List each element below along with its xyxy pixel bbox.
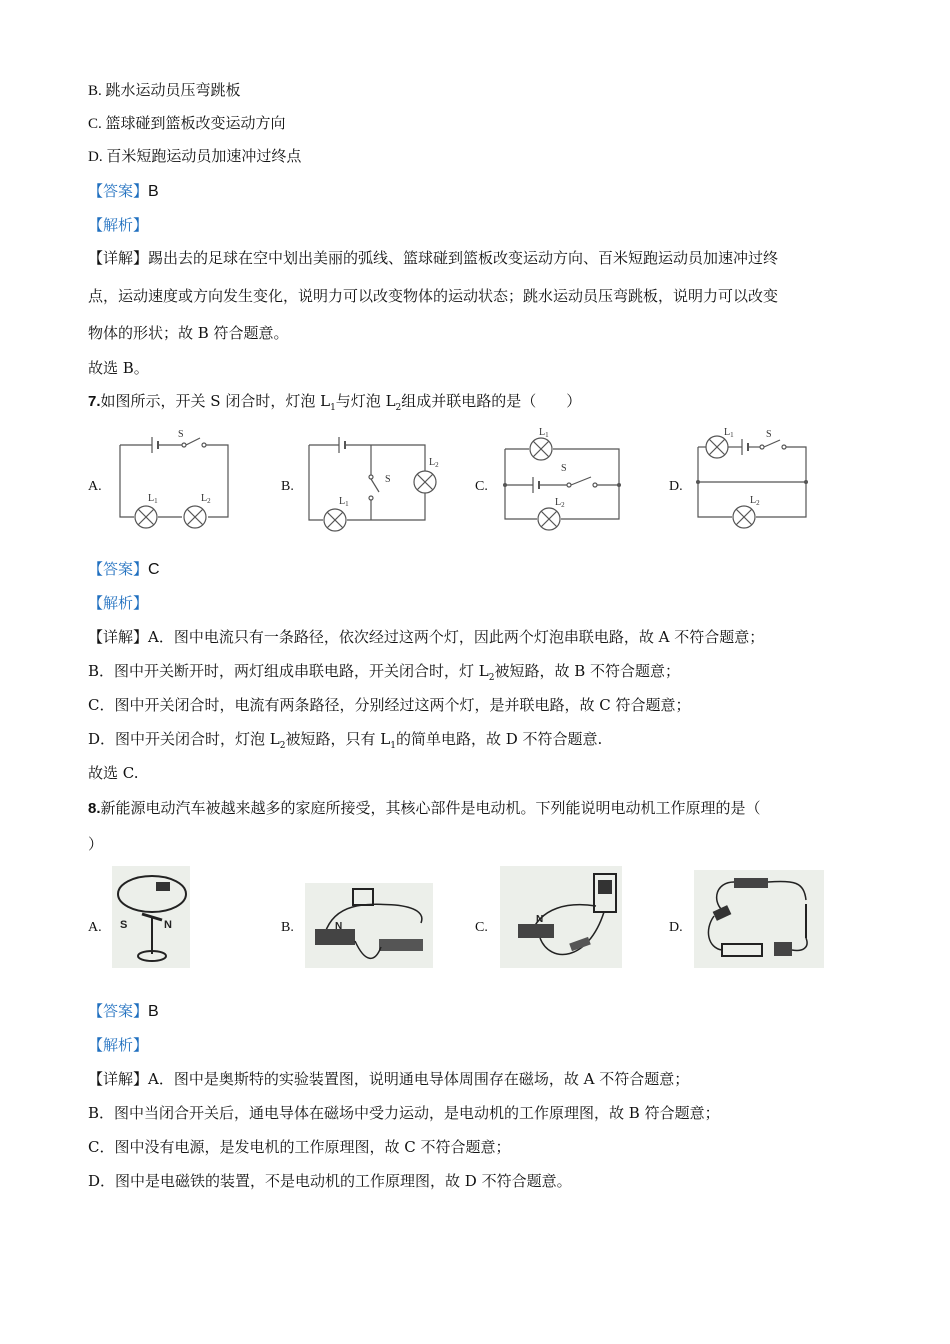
photo-generator-experiment	[500, 866, 622, 968]
q7-analysis-tag: 【解析】	[88, 594, 149, 612]
stem-part: 新能源电动汽车被越来越多的家庭所接受，其核心部件是电动机。下列能说明电动机工作原理的是（	[100, 799, 761, 817]
stem-part: 如图所示，开关 S 闭合时，灯泡 L	[100, 392, 331, 410]
answer-value: B	[148, 183, 159, 200]
circuit-diagram-d	[690, 425, 815, 530]
label-l1: $L_1$	[539, 427, 549, 439]
q6-detail-3: 物体的形状；故 B 符合题意。	[88, 324, 289, 342]
q6-option-c: C. 篮球碰到篮板改变运动方向	[88, 116, 286, 132]
detail-text: 被短路，故 B 不符合题意；	[494, 662, 681, 680]
q8-stem	[88, 798, 761, 819]
circuit-diagram-b	[303, 430, 438, 530]
label-s: S	[561, 463, 567, 474]
answer-tag: 【答案】	[88, 182, 149, 200]
q6-detail-2: 点，运动速度或方向发生变化，说明力可以改变物体的运动状态；跳水运动员压弯跳板，说明力可以改变	[88, 287, 779, 305]
q8-stem-cont: ）	[88, 835, 104, 853]
q8-label-c: C.	[475, 920, 488, 935]
question-number: 7.	[88, 393, 101, 410]
q7-detail-d	[88, 729, 602, 756]
label-n: N	[536, 914, 544, 925]
q8-answer	[88, 1001, 159, 1022]
detail-text: A．图中是奥斯特的实验装置图，说明通电导体周围存在磁场，故 A 不符合题意；	[148, 1070, 690, 1088]
detail-text: D．图中开关闭合时，灯泡 L	[88, 730, 280, 748]
label-l2: $L_2$	[429, 457, 439, 469]
q6-answer	[88, 181, 159, 202]
q8-label-a: A.	[88, 920, 102, 935]
stem-part: 组成并联电路的是（ ）	[401, 392, 582, 410]
circuit-diagram-c	[497, 425, 627, 530]
label-n: N	[335, 921, 343, 932]
subscript: 2	[279, 741, 286, 751]
q8-detail-d: D．图中是电磁铁的装置，不是电动机的工作原理图，故 D 不符合题意。	[88, 1172, 572, 1190]
label-l2: $L_2$	[750, 495, 760, 507]
q6-analysis-tag: 【解析】	[88, 216, 149, 234]
subscript: 2	[488, 673, 495, 683]
label-s: S	[178, 429, 184, 440]
label-n: N	[164, 919, 172, 931]
detail-text: 踢出去的足球在空中划出美丽的弧线、篮球碰到篮板改变运动方向、百米短跑运动员加速冲过终	[148, 249, 779, 267]
label-l2: $L_2$	[201, 493, 211, 505]
q7-detail-b	[88, 661, 680, 688]
photo-electromagnet-experiment	[694, 870, 824, 968]
label-l1: $L_1$	[724, 427, 734, 439]
photo-motor-experiment	[305, 883, 433, 968]
answer-value: B	[148, 1003, 159, 1020]
lamp-icon	[184, 506, 206, 528]
q7-detail-c: C．图中开关闭合时，电流有两条路径，分别经过这两个灯，是并联电路，故 C 符合题意；	[88, 696, 691, 714]
q7-stem	[88, 391, 581, 418]
q8-detail-b: B．图中当闭合开关后，通电导体在磁场中受力运动，是电动机的工作原理图，故 B 符合题意；	[88, 1104, 720, 1122]
answer-tag: 【答案】	[88, 1002, 149, 1020]
label-l1: $L_1$	[148, 493, 158, 505]
detail-text: 被短路，只有 L	[285, 730, 391, 748]
answer-tag: 【答案】	[88, 560, 149, 578]
q8-analysis-tag: 【解析】	[88, 1036, 149, 1054]
q8-detail-a	[88, 1069, 689, 1089]
q6-option-b: B. 跳水运动员压弯跳板	[88, 83, 241, 99]
q8-label-b: B.	[281, 920, 294, 935]
q8-label-d: D.	[669, 920, 683, 935]
stem-part: 与灯泡 L	[335, 392, 396, 410]
subscript: 1	[390, 741, 396, 751]
label-l2: $L_2$	[555, 497, 565, 509]
answer-value: C	[148, 561, 160, 578]
q7-label-a: A.	[88, 479, 102, 494]
q7-label-d: D.	[669, 479, 683, 494]
label-s: S	[120, 919, 128, 931]
detail-tag: 【详解】	[88, 1070, 149, 1088]
detail-tag: 【详解】	[88, 628, 149, 646]
q7-label-c: C.	[475, 479, 488, 494]
q8-detail-c: C．图中没有电源，是发电机的工作原理图，故 C 不符合题意；	[88, 1138, 511, 1156]
q6-detail-1	[88, 248, 778, 268]
subscript: 2	[395, 403, 402, 413]
circuit-diagram-a	[112, 425, 237, 530]
label-s: S	[766, 429, 772, 440]
lamp-icon	[135, 506, 157, 528]
detail-text: A．图中电流只有一条路径，依次经过这两个灯，因此两个灯泡串联电路，故 A 不符合题意；	[148, 628, 765, 646]
q7-detail-a	[88, 627, 764, 647]
question-number: 8.	[88, 800, 101, 817]
subscript: 1	[330, 403, 336, 413]
detail-tag: 【详解】	[88, 249, 149, 267]
q7-answer	[88, 559, 160, 580]
label-s: S	[385, 474, 391, 485]
q7-label-b: B.	[281, 479, 294, 494]
q6-conclusion: 故选 B。	[88, 359, 149, 377]
q6-option-d: D. 百米短跑运动员加速冲过终点	[88, 149, 302, 165]
q7-conclusion: 故选 C.	[88, 764, 139, 782]
detail-text: 的简单电路，故 D 不符合题意.	[395, 730, 603, 748]
detail-text: B．图中开关断开时，两灯组成串联电路，开关闭合时，灯 L	[88, 662, 489, 680]
label-l1: $L_1$	[339, 496, 349, 508]
photo-oersted-experiment	[112, 866, 190, 968]
